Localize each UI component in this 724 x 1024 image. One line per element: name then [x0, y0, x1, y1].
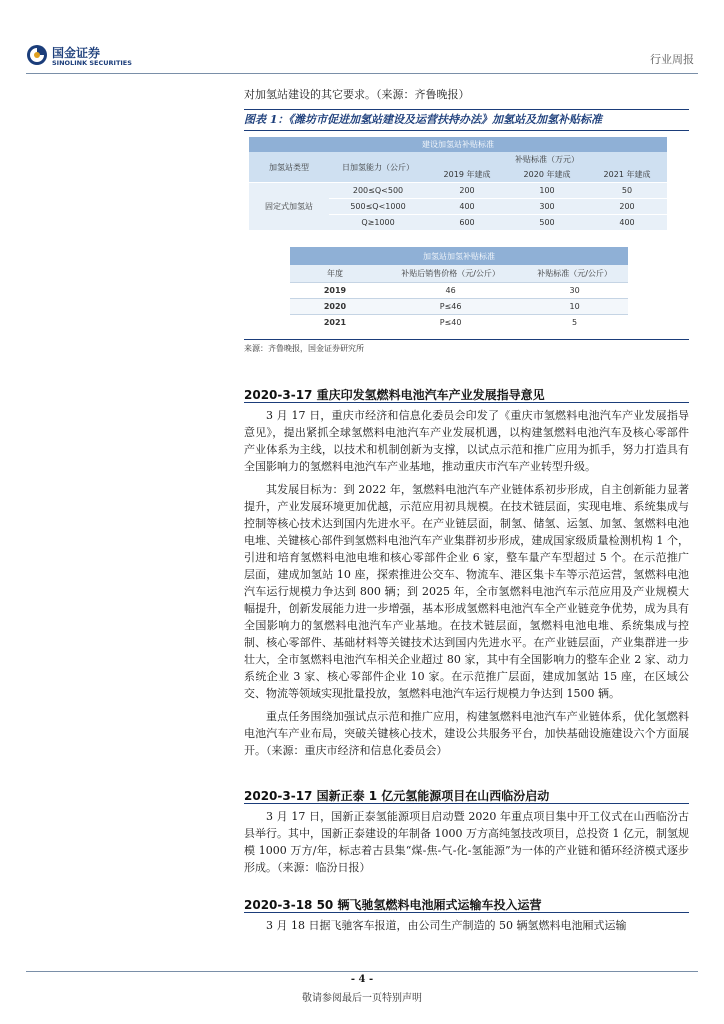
page-number: - 4 - — [350, 974, 374, 985]
page-header — [0, 0, 724, 80]
section-paragraph: 重点任务围绕加强试点示范和推广应用，构建氢燃料电池汽车产业链体系，优化氢燃料电池汽车产业布局，突破关键核心技术，建设公共服务平台，加快基础设施建设六个方面展开。（来源：重庆市经济和信息化委员会） — [244, 710, 689, 757]
section-body — [244, 808, 689, 876]
table2-cell: 2019 — [290, 283, 380, 299]
construction-subsidy-table — [249, 137, 667, 230]
logo-text-en: SINOLINK SECURITIES — [52, 59, 132, 67]
section-title: 2020-3-17 重庆印发氢燃料电池汽车产业发展指导意见 — [244, 388, 545, 402]
table1-cell: 300 — [507, 199, 587, 215]
section-body — [244, 407, 689, 759]
table1-cell: 500 — [507, 215, 587, 231]
section-rule — [244, 402, 689, 403]
figure-title: 图表 1：《潍坊市促进加氢站建设及运营扶持办法》加氢站及加氢补贴标准 — [244, 113, 602, 126]
table2-cell: P≤46 — [380, 299, 521, 315]
table1-cell: 50 — [587, 183, 667, 199]
table2-cell: 30 — [521, 283, 628, 299]
intro-block — [244, 86, 689, 103]
table1-caption: 建设加氢站补贴标准 — [249, 137, 667, 152]
table2-header-price: 补贴后销售价格（元/公斤） — [380, 265, 521, 283]
table1-year-header: 2020 年建成 — [507, 167, 587, 183]
table1-cell: 100 — [507, 183, 587, 199]
figure-bottom-rule — [244, 339, 689, 340]
logo-mark-icon — [26, 44, 48, 66]
section-paragraph: 3 月 17 日，重庆市经济和信息化委员会印发了《重庆市氢燃料电池汽车产业发展指导意见》，提出紧抓全球氢燃料电池汽车产业发展机遇，以构建氢燃料电池汽车及核心零部件产业体系为主线，以技术和机制创新为支撑，以试点示范和推广应用为抓手，努力打造具有全国影响力的氢燃料电池汽车产业基地，推动重庆市汽车产业转型升级。 — [244, 409, 689, 473]
table1-cell: Q≥1000 — [329, 215, 427, 231]
table1-cell: 400 — [427, 199, 507, 215]
table2-cell: 46 — [380, 283, 521, 299]
table1-header-capacity: 日加氢能力（公斤） — [329, 152, 427, 183]
table2-cell: 5 — [521, 315, 628, 331]
table1-year-header: 2021 年建成 — [587, 167, 667, 183]
section-body — [244, 917, 689, 934]
section-paragraph: 其发展目标为：到 2022 年，氢燃料电池汽车产业链体系初步形成，自主创新能力显著提升，产业发展环境更加优越，示范应用初具规模。在技术链层面，实现电堆、系统集成与控制等核心技术达到国内先进水平。在产业链层面，制氢、储氢、运氢、加氢、氢燃料电池电堆、关键核心部件到氢燃料电池汽车产业集群初步形成，建成国家级质量检测机构 1 个，引进和培育氢燃料电池电堆和核心零部件企业 6 家，整车量产车型超过 5 个。在示范推广层面，建成加氢站 10 座，探索推进公交车、物流车、港区集卡车等示范运营，氢燃料电池汽车运行规模力争达到 800 辆；到 2025 年，全市氢燃料电池汽车示范应用及产业规模大幅提升，创新发展能力进一步增强，基本形成氢燃料电池汽车全产业链竞争优势，成为具有全国影响力的氢燃料电池汽车产业基地。在技术链层面，氢燃料电池电堆、系统集成与控制、核心零部件、基础材料等关键技术达到国内先进水平。在产业链层面，产业集群进一步壮大，全市氢燃料电池汽车相关企业超过 80 家，其中有全国影响力的整车企业 2 家、动力系统企业 3 家、核心零部件企业 10 家。在示范推广层面，建成加氢站 15 座，在区域公交、物流等领域实现批量投放，氢燃料电池汽车运行规模力争达到 1500 辆。 — [244, 483, 689, 700]
report-type: 行业周报 — [650, 53, 694, 66]
table1-cell: 600 — [427, 215, 507, 231]
figure-title-rule — [244, 130, 689, 131]
table1-year-header: 2019 年建成 — [427, 167, 507, 183]
company-logo — [26, 44, 136, 70]
table2-header-year: 年度 — [290, 265, 380, 283]
disclaimer-link[interactable]: 敬请参阅最后一页特别声明 — [302, 993, 422, 1004]
table1-cell: 200 — [587, 199, 667, 215]
figure-source: 来源：齐鲁晚报，国金证券研究所 — [244, 344, 364, 353]
section-paragraph: 3 月 17 日，国新正泰氢能源项目启动暨 2020 年重点项目集中开工仪式在山西临汾古县举行。其中，国新正泰建设的年制备 1000 万方高纯氢技改项目，总投资 1 亿元，制氢规模 1000 万方/年，标志着古县集“煤-焦-气-化-氢能源”为一体的产业链和循环经济模式逐步形成。（来源：临汾日报） — [244, 810, 689, 874]
section-rule — [244, 912, 689, 913]
table1-cell: 200≤Q<500 — [329, 183, 427, 199]
section-title: 2020-3-17 国新正泰 1 亿元氢能源项目在山西临汾启动 — [244, 789, 550, 803]
table1-cell: 200 — [427, 183, 507, 199]
table2-cell: 2020 — [290, 299, 380, 315]
table1-cell: 500≤Q<1000 — [329, 199, 427, 215]
figure-top-rule — [244, 109, 689, 110]
logo-text-cn: 国金证券 — [52, 46, 101, 60]
table2-cell: 2021 — [290, 315, 380, 331]
section-paragraph: 3 月 18 日据飞驰客车报道，由公司生产制造的 50 辆氢燃料电池厢式运输 — [266, 919, 627, 932]
intro-text: 对加氢站建设的其它要求。（来源：齐鲁晚报） — [244, 88, 470, 101]
footer-divider — [26, 971, 698, 972]
header-divider — [26, 73, 698, 74]
table2-cell: 10 — [521, 299, 628, 315]
table1-header-type: 加氢站类型 — [249, 152, 329, 183]
table2-cell: P≤40 — [380, 315, 521, 331]
section-title: 2020-3-18 50 辆飞驰氢燃料电池厢式运输车投入运营 — [244, 898, 542, 912]
section-rule — [244, 803, 689, 804]
refueling-subsidy-table — [290, 247, 628, 330]
table1-station-type: 固定式加氢站 — [249, 183, 329, 231]
table2-header-standard: 补贴标准（元/公斤） — [521, 265, 628, 283]
table2-caption: 加氢站加氢补贴标准 — [290, 247, 628, 265]
table1-header-subsidy: 补贴标准（万元） — [427, 152, 667, 167]
table1-cell: 400 — [587, 215, 667, 231]
